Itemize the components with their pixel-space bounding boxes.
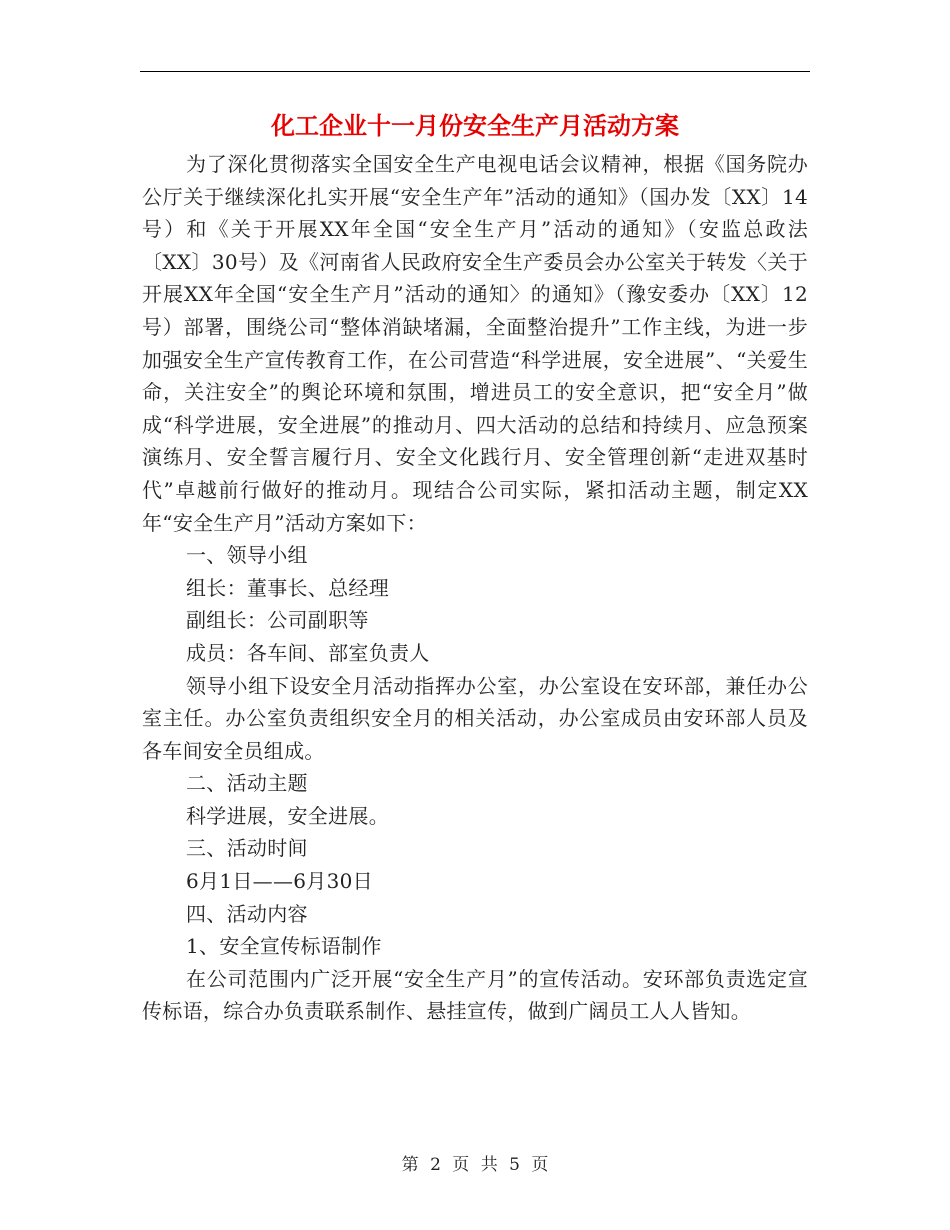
paragraph-office: 领导小组下设安全月活动指挥办公室，办公室设在安环部，兼任办公室主任。办公室负责组织安全月的相关活动，办公室成员由安环部人员及各车间安全员组成。 — [142, 673, 808, 763]
subsection-heading-slogans: 1、安全宣传标语制作 — [186, 934, 382, 959]
paragraph-intro: 为了深化贯彻落实全国安全生产电视电话会议精神，根据《国务院办公厅关于继续深化扎实开展“安全生产年”活动的通知》（国办发〔XX〕14号）和《关于开展XX年全国“安全生产月”活动的通知》（安监总政法〔XX〕30号）及《河南省人民政府安全生产委员会办公室关于转发〈关于开展XX年全国“安全生产月”活动的通知〉的通知》（豫安委办〔XX〕12号）部署，围绕公司“整体消缺堵漏，全面整治提升”工作主线，为进一步加强安全生产宣传教育工作，在公司营造“科学进展，安全进展”、“关爱生命，关注安全”的舆论环境和氛围，增进员工的安全意识，把“安全月”做成“科学进展，安全进展”的推动月、四大活动的总结和持续月、应急预案演练月、安全誓言履行月、安全文化践行月、安全管理创新“走进双基时代”卓越前行做好的推动月。现结合公司实际，紧扣活动主题，制定XX年“安全生产月”活动方案如下： — [142, 152, 808, 535]
document-title: 化工企业十一月份安全生产月活动方案 — [271, 111, 679, 140]
paragraph-slogans: 在公司范围内广泛开展“安全生产月”的宣传活动。安环部负责选定宣传标语，综合办负责联系制作、悬挂宣传，做到广阔员工人人皆知。 — [142, 966, 808, 1024]
list-item-time: 6月1日——6月30日 — [186, 869, 373, 894]
list-item-members: 成员：各车间、部室负责人 — [186, 640, 430, 665]
page-number-footer: 第 2 页 共 5 页 — [401, 1155, 549, 1175]
document-body — [142, 148, 808, 1028]
header-rule — [140, 71, 810, 72]
list-item-leader: 组长：董事长、总经理 — [186, 575, 389, 600]
section-heading-leadership: 一、领导小组 — [186, 543, 308, 568]
section-heading-time: 三、活动时间 — [186, 836, 308, 861]
list-item-deputy-leader: 副组长：公司副职等 — [186, 608, 369, 633]
list-item-theme: 科学进展，安全进展。 — [186, 803, 389, 828]
section-heading-theme: 二、活动主题 — [186, 771, 308, 796]
section-heading-content: 四、活动内容 — [186, 901, 308, 926]
